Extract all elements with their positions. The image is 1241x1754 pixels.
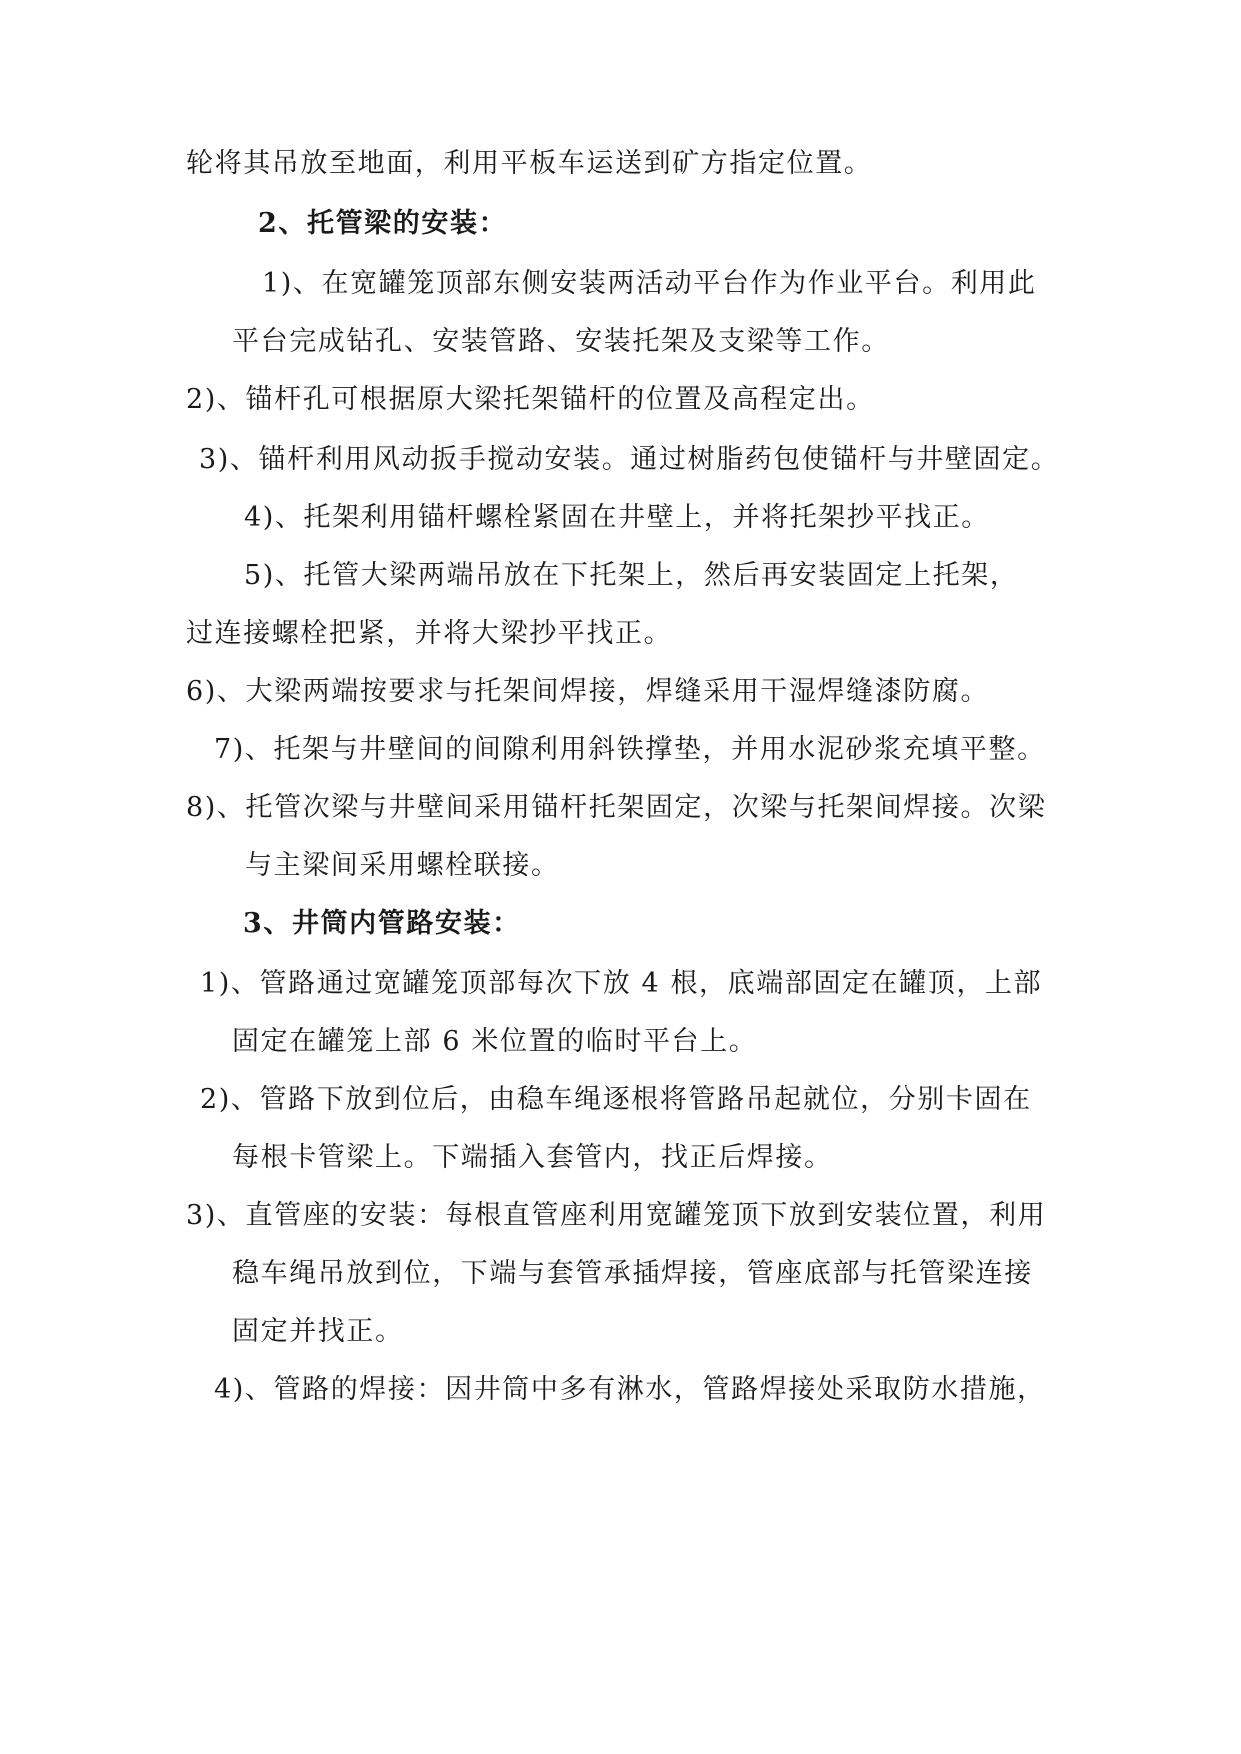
list-item: 6)、大梁两端按要求与托架间焊接，焊缝采用干湿焊缝漆防腐。 <box>186 676 990 707</box>
list-item: 4)、管路的焊接：因井筒中多有淋水，管路焊接处采取防水措施， <box>214 1374 1046 1405</box>
list-item-continuation: 过连接螺栓把紧，并将大梁抄平找正。 <box>186 618 673 649</box>
list-item-continuation: 平台完成钻孔、安装管路、安装托架及支梁等工作。 <box>232 326 890 357</box>
list-item: 8)、托管次梁与井壁间采用锚杆托架固定，次梁与托架间焊接。次梁 <box>186 792 1047 823</box>
list-item-continuation: 稳车绳吊放到位，下端与套管承插焊接，管座底部与托管梁连接 <box>232 1258 1033 1289</box>
list-item-continuation: 与主梁间采用螺栓联接。 <box>245 850 560 881</box>
list-item: 1)、管路通过宽罐笼顶部每次下放 4 根，底端部固定在罐顶，上部 <box>200 968 1043 999</box>
list-item-continuation: 固定在罐笼上部 6 米位置的临时平台上。 <box>232 1026 758 1057</box>
list-item: 1)、在宽罐笼顶部东侧安装两活动平台作为作业平台。利用此 <box>262 268 1037 299</box>
list-item-continuation: 固定并找正。 <box>232 1316 404 1347</box>
list-item: 2)、管路下放到位后，由稳车绳逐根将管路吊起就位，分别卡固在 <box>200 1084 1032 1115</box>
list-item: 3)、直管座的安装：每根直管座利用宽罐笼顶下放到安装位置，利用 <box>186 1200 1047 1231</box>
paragraph-line: 轮将其吊放至地面，利用平板车运送到矿方指定位置。 <box>186 148 873 179</box>
list-item: 4)、托架利用锚杆螺栓紧固在井壁上，并将托架抄平找正。 <box>244 502 990 533</box>
list-item: 2)、锚杆孔可根据原大梁托架锚杆的位置及高程定出。 <box>186 384 875 415</box>
section-heading: 3、井筒内管路安装： <box>243 908 521 939</box>
list-item: 3)、锚杆利用风动扳手搅动安装。通过树脂药包使锚杆与井壁固定。 <box>199 444 1060 475</box>
list-item-continuation: 每根卡管梁上。下端插入套管内，找正后焊接。 <box>232 1142 833 1173</box>
section-heading: 2、托管梁的安装： <box>258 208 508 239</box>
list-item: 5)、托管大梁两端吊放在下托架上，然后再安装固定上托架， <box>244 560 1019 591</box>
list-item: 7)、托架与井壁间的间隙利用斜铁撑垫，并用水泥砂浆充填平整。 <box>214 734 1046 765</box>
